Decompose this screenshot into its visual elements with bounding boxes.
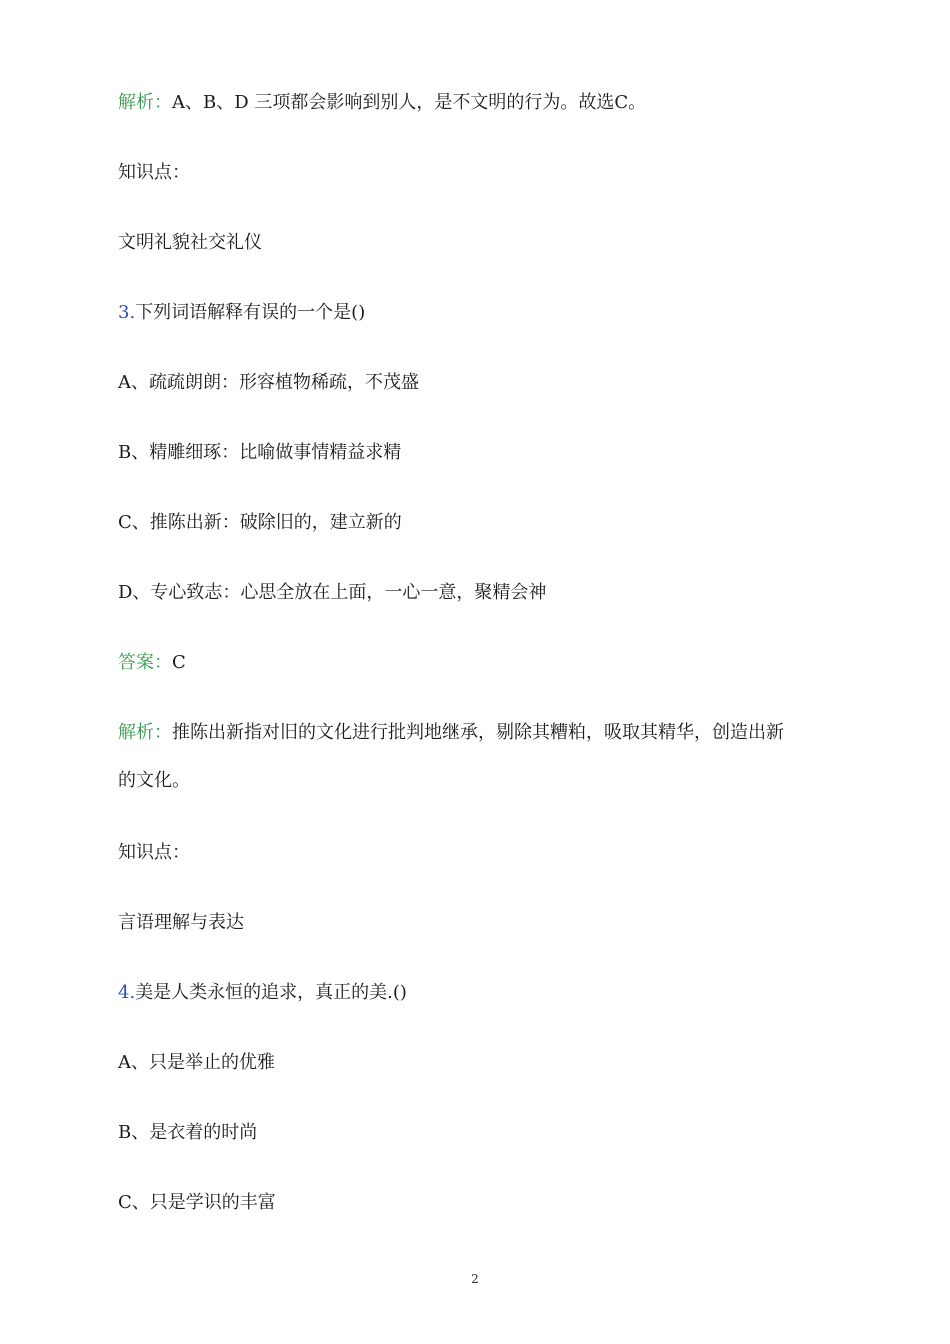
answer-value: C	[172, 652, 186, 673]
q3-answer-line	[118, 650, 186, 676]
question-number: 3.	[118, 302, 136, 323]
q4-option-b: B、是衣着的时尚	[118, 1122, 258, 1143]
q3-analysis-line-2: 的文化。	[118, 770, 190, 791]
q4-option-a: A、只是举止的优雅	[118, 1052, 275, 1073]
q3-analysis-line-1	[118, 720, 784, 746]
q3-stem-line	[118, 300, 365, 326]
q2-knowledge-value: 文明礼貌社交礼仪	[118, 232, 262, 253]
analysis-text: A、B、D 三项都会影响到别人，是不文明的行为。故选C。	[172, 92, 647, 113]
page-number: 2	[471, 1272, 479, 1286]
q2-knowledge-label: 知识点：	[118, 162, 190, 183]
analysis-text: 推陈出新指对旧的文化进行批判地继承，剔除其糟粕，吸取其精华，创造出新	[172, 722, 784, 743]
q3-option-d: D、专心致志：心思全放在上面，一心一意，聚精会神	[118, 582, 547, 603]
analysis-label: 解析：	[118, 92, 172, 113]
q3-option-c: C、推陈出新：破除旧的，建立新的	[118, 512, 402, 533]
q4-option-c: C、只是学识的丰富	[118, 1192, 276, 1213]
q4-stem-line	[118, 980, 407, 1006]
question-stem: 下列词语解释有误的一个是()	[135, 302, 366, 323]
analysis-label: 解析：	[118, 722, 172, 743]
question-stem: 美是人类永恒的追求，真正的美.()	[135, 982, 407, 1003]
answer-label: 答案：	[118, 652, 172, 673]
question-number: 4.	[118, 982, 136, 1003]
q3-knowledge-label: 知识点：	[118, 842, 190, 863]
q3-option-b: B、精雕细琢：比喻做事情精益求精	[118, 442, 402, 463]
q3-option-a: A、疏疏朗朗：形容植物稀疏，不茂盛	[118, 372, 419, 393]
q3-knowledge-value: 言语理解与表达	[118, 912, 244, 933]
q2-analysis-line	[118, 90, 646, 116]
